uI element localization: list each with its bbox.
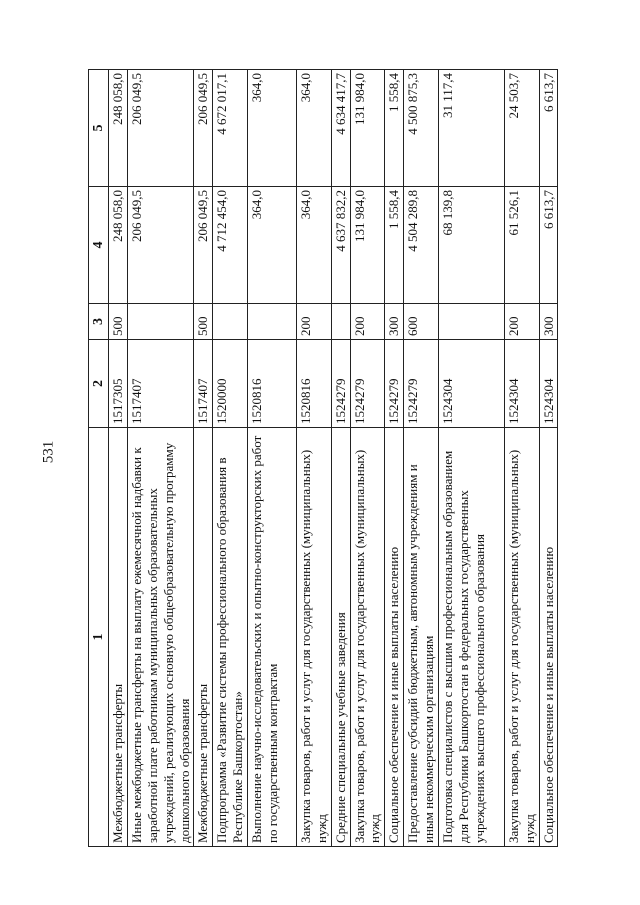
row-value-4: 206 049,5: [127, 187, 193, 304]
table-row: [350, 70, 385, 847]
row-code: 1520000: [213, 340, 248, 428]
row-value-4: 131 984,0: [350, 187, 385, 304]
row-description: Подготовка специалистов с высшим профессиональным образованием для Республики Башкортостан в федеральных государственных учреждениях высшего профессионального образования: [438, 428, 504, 847]
row-value-4: 6 613,7: [539, 187, 558, 304]
row-value-4: 4 504 289,8: [404, 187, 439, 304]
row-description: Социальное обеспечение и иные выплаты населению: [539, 428, 558, 847]
row-expense-type: [438, 304, 504, 340]
row-code: 1524279: [350, 340, 385, 428]
row-expense-type: 300: [385, 304, 404, 340]
row-expense-type: [331, 304, 350, 340]
row-value-4: 61 526,1: [504, 187, 539, 304]
row-description: Предоставление субсидий бюджетным, автономным учреждениям и иным некоммерческим организациям: [404, 428, 439, 847]
table-row: [331, 70, 350, 847]
table-row: [247, 70, 296, 847]
row-value-4: 4 712 454,0: [213, 187, 248, 304]
row-value-5: 206 049,5: [127, 70, 193, 187]
row-value-4: 68 139,8: [438, 187, 504, 304]
table-row: [213, 70, 248, 847]
table-row: [504, 70, 539, 847]
row-value-4: 364,0: [247, 187, 296, 304]
row-value-5: 364,0: [247, 70, 296, 187]
row-value-5: 131 984,0: [350, 70, 385, 187]
row-code: 1524304: [438, 340, 504, 428]
budget-table: [88, 69, 558, 847]
row-code: 1520816: [296, 340, 331, 428]
row-value-5: 4 500 875,3: [404, 70, 439, 187]
row-expense-type: [213, 304, 248, 340]
table-row: [194, 70, 213, 847]
row-description: Социальное обеспечение и иные выплаты населению: [385, 428, 404, 847]
row-code: 1524304: [504, 340, 539, 428]
row-code: 1524279: [404, 340, 439, 428]
row-value-5: 6 613,7: [539, 70, 558, 187]
row-expense-type: [247, 304, 296, 340]
row-value-4: 248 058,0: [109, 187, 128, 304]
row-value-4: 4 637 832,2: [331, 187, 350, 304]
row-description: Закупка товаров, работ и услуг для государственных (муниципальных) нужд: [296, 428, 331, 847]
table-row: [296, 70, 331, 847]
row-value-5: 31 117,4: [438, 70, 504, 187]
row-expense-type: 200: [296, 304, 331, 340]
row-expense-type: [127, 304, 193, 340]
row-expense-type: 300: [539, 304, 558, 340]
header-col-3: 3: [89, 304, 109, 340]
row-description: Выполнение научно-исследовательских и опытно-конструкторских работ по государственным контрактам: [247, 428, 296, 847]
row-code: 1520816: [247, 340, 296, 428]
page-number: 531: [40, 440, 57, 464]
row-description: Средние специальные учебные заведения: [331, 428, 350, 847]
row-expense-type: 600: [404, 304, 439, 340]
row-expense-type: 200: [504, 304, 539, 340]
row-description: Иные межбюджетные трансферты на выплату ежемесячной надбавки к заработной плате работникам муниципальных образовательных учреждений, реализующих основную общеобразовательную программу дошкольного образования: [127, 428, 193, 847]
row-code: 1517305: [109, 340, 128, 428]
row-expense-type: 500: [109, 304, 128, 340]
row-code: 1524279: [385, 340, 404, 428]
row-value-5: 364,0: [296, 70, 331, 187]
table-row: [539, 70, 558, 847]
header-col-2: 2: [89, 340, 109, 428]
row-code: 1517407: [127, 340, 193, 428]
row-value-4: 206 049,5: [194, 187, 213, 304]
row-description: Межбюджетные трансферты: [109, 428, 128, 847]
table-container: [88, 70, 556, 847]
row-value-4: 1 558,4: [385, 187, 404, 304]
table-row: [404, 70, 439, 847]
table-row: [109, 70, 128, 847]
row-code: 1517407: [194, 340, 213, 428]
row-value-5: 4 672 017,1: [213, 70, 248, 187]
row-expense-type: 200: [350, 304, 385, 340]
row-value-5: 4 634 417,7: [331, 70, 350, 187]
row-description: Закупка товаров, работ и услуг для государственных (муниципальных) нужд: [504, 428, 539, 847]
row-value-5: 206 049,5: [194, 70, 213, 187]
row-value-5: 1 558,4: [385, 70, 404, 187]
row-expense-type: 500: [194, 304, 213, 340]
table-header-row: [89, 70, 109, 847]
row-description: Закупка товаров, работ и услуг для государственных (муниципальных) нужд: [350, 428, 385, 847]
row-description: Подпрограмма «Развитие системы профессионального образования в Республике Башкортостан»: [213, 428, 248, 847]
table-row: [438, 70, 504, 847]
header-col-1: 1: [89, 428, 109, 847]
header-col-4: 4: [89, 187, 109, 304]
row-value-5: 24 503,7: [504, 70, 539, 187]
row-value-4: 364,0: [296, 187, 331, 304]
table-row: [127, 70, 193, 847]
table-row: [385, 70, 404, 847]
row-description: Межбюджетные трансферты: [194, 428, 213, 847]
row-code: 1524304: [539, 340, 558, 428]
header-col-5: 5: [89, 70, 109, 187]
row-value-5: 248 058,0: [109, 70, 128, 187]
row-code: 1524279: [331, 340, 350, 428]
